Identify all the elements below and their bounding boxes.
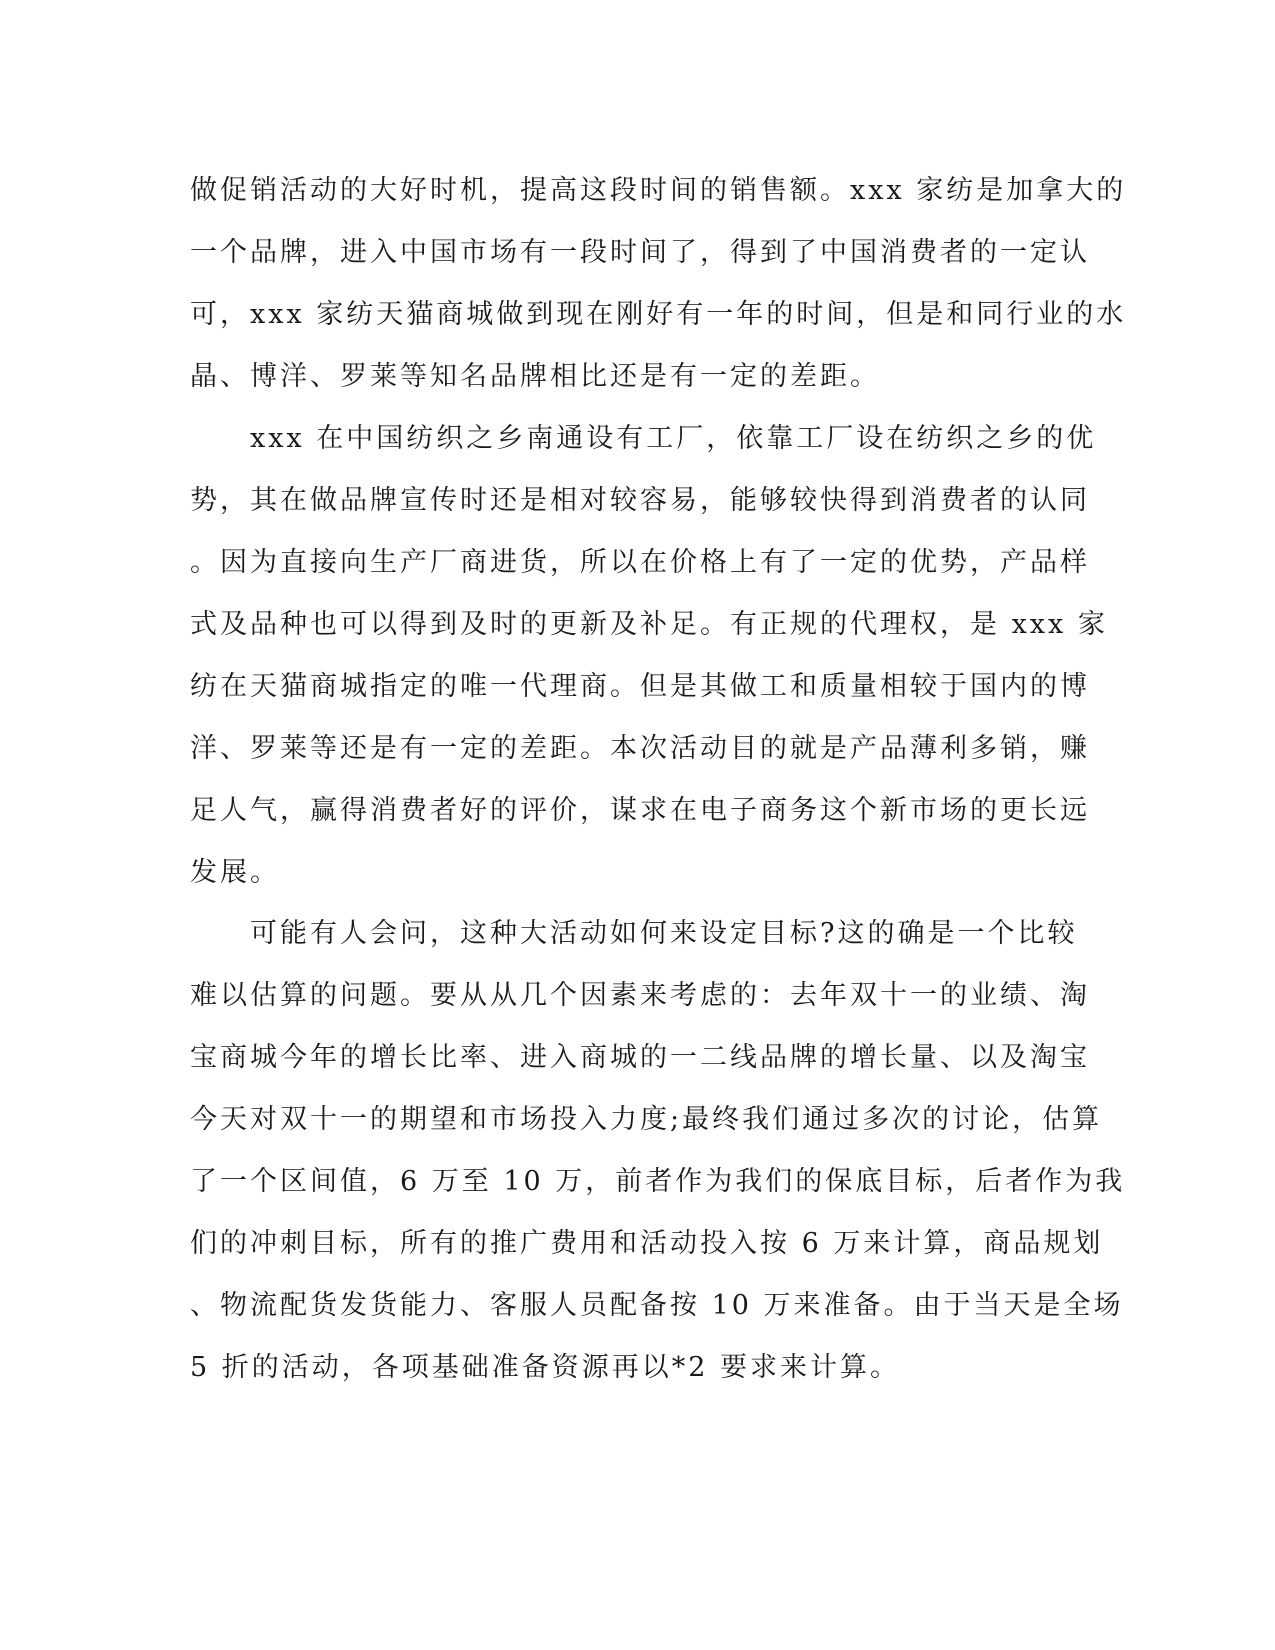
text-line: 晶、博洋、罗莱等知名品牌相比还是有一定的差距。 — [190, 361, 880, 392]
text-line: 势，其在做品牌宣传时还是相对较容易，能够较快得到消费者的认同 — [190, 485, 1090, 516]
paragraph-2 — [190, 408, 1108, 904]
text-line: 可，xxx 家纺天猫商城做到现在刚好有一年的时间，但是和同行业的水 — [190, 299, 1127, 330]
text-line: xxx 在中国纺织之乡南通设有工厂，依靠工厂设在纺织之乡的优 — [190, 423, 1097, 454]
text-line: 今天对双十一的期望和市场投入力度;最终我们通过多次的讨论，估算 — [190, 1104, 1103, 1135]
paragraph-3 — [190, 903, 1126, 1399]
text-line: 做促销活动的大好时机，提高这段时间的销售额。xxx 家纺是加拿大的 — [190, 175, 1127, 206]
text-line: 们的冲刺目标，所有的推广费用和活动投入按 6 万来计算，商品规划 — [190, 1228, 1104, 1259]
text-line: 、物流配货发货能力、客服人员配备按 10 万来准备。由于当天是全场 — [190, 1290, 1124, 1321]
text-line: 可能有人会问，这种大活动如何来设定目标?这的确是一个比较 — [190, 918, 1078, 949]
text-line: 纺在天猫商城指定的唯一代理商。但是其做工和质量相较于国内的博 — [190, 671, 1090, 702]
text-line: 一个品牌，进入中国市场有一段时间了，得到了中国消费者的一定认 — [190, 237, 1090, 268]
text-line: 式及品种也可以得到及时的更新及补足。有正规的代理权，是 xxx 家 — [190, 609, 1108, 640]
text-line: 发展。 — [190, 857, 280, 888]
text-line: 。因为直接向生产厂商进货，所以在价格上有了一定的优势，产品样 — [190, 547, 1090, 578]
text-line: 了一个区间值，6 万至 10 万，前者作为我们的保底目标，后者作为我 — [190, 1166, 1126, 1197]
paragraph-1 — [190, 160, 1127, 408]
text-line: 5 折的活动，各项基础准备资源再以*2 要求来计算。 — [190, 1352, 901, 1383]
text-line: 宝商城今年的增长比率、进入商城的一二线品牌的增长量、以及淘宝 — [190, 1042, 1090, 1073]
text-line: 足人气，赢得消费者好的评价，谋求在电子商务这个新市场的更长远 — [190, 795, 1090, 826]
text-line: 洋、罗莱等还是有一定的差距。本次活动目的就是产品薄利多销，赚 — [190, 733, 1090, 764]
text-line: 难以估算的问题。要从从几个因素来考虑的：去年双十一的业绩、淘 — [190, 980, 1090, 1011]
